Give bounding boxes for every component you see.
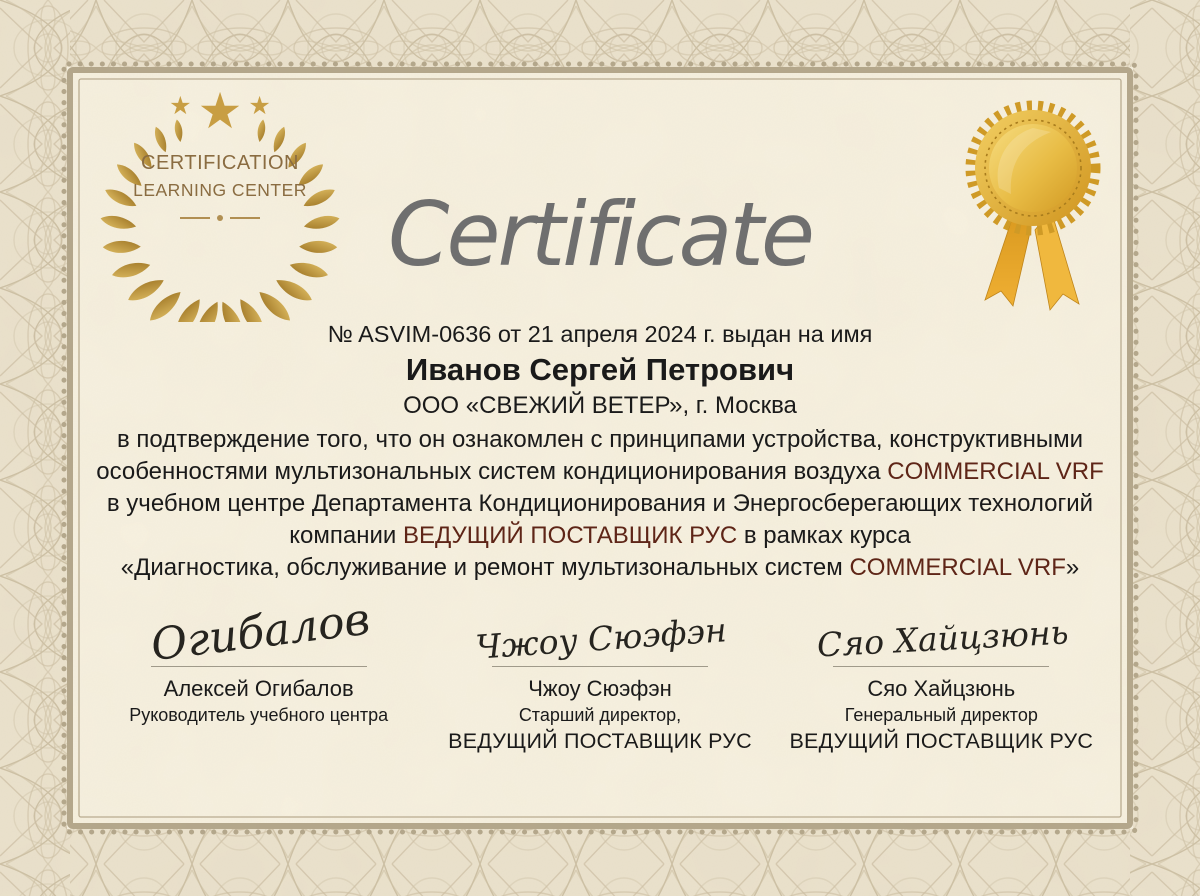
body-segment: в подтверждение того, что он ознакомлен с принципами устройства, конструктивными — [116, 426, 1084, 453]
signature-block — [771, 578, 1112, 754]
recipient-name: Иванов Сергей Петрович — [405, 352, 795, 387]
signature-block — [429, 578, 770, 754]
issuer-logo-line1: CERTIFICATION — [141, 152, 299, 174]
recipient-company: ООО «СВЕЖИЙ ВЕТЕР», г. Москва — [403, 392, 797, 419]
signatory-company: ВЕДУЩИЙ ПОСТАВЩИК РУС — [789, 729, 1094, 753]
signature-line — [833, 666, 1049, 667]
signature-script: Огибалов — [148, 593, 373, 672]
body-segment: «Диагностика, обслуживание и ремонт мультизональных систем — [120, 554, 850, 581]
signature-script: Чжоу Сюэфэн — [474, 610, 729, 667]
signatory-name: Чжоу Сюэфэн — [528, 676, 672, 701]
brand-text: ВЕДУЩИЙ ПОСТАВЩИК РУС — [402, 522, 738, 549]
body-segment: в учебном центре Департамента Кондиционирования и Энергосберегающих технологий — [106, 490, 1094, 517]
signatory-title: Старший директор, — [518, 705, 682, 725]
body-segment: в рамках курса — [737, 522, 911, 549]
body-line-4 — [86, 520, 1114, 552]
body-segment: особенностями мультизональных систем кондиционирования воздуха — [96, 458, 888, 485]
star-icon: ★ — [197, 83, 243, 139]
body-segment: компании — [289, 522, 403, 549]
signatory-title: Генеральный директор — [844, 705, 1038, 725]
issuer-logo-line2: LEARNING CENTER — [133, 180, 307, 200]
body-line-1 — [86, 424, 1114, 456]
body-text — [86, 424, 1114, 584]
body-line-2 — [86, 456, 1114, 488]
signatory-name: Сяо Хайцзюнь — [867, 676, 1016, 701]
brand-text: COMMERCIAL VRF — [849, 554, 1066, 581]
star-icon: ★ — [169, 92, 192, 120]
signatory-title: Руководитель учебного центра — [129, 705, 389, 725]
body-segment: » — [1065, 554, 1080, 581]
brand-text: COMMERCIAL VRF — [887, 458, 1104, 485]
signature-block — [88, 578, 429, 754]
signatory-company: ВЕДУЩИЙ ПОСТАВЩИК РУС — [448, 729, 752, 753]
star-icon: ★ — [248, 92, 271, 120]
body-line-3 — [86, 488, 1114, 520]
certificate-title: Certificate — [387, 183, 813, 286]
signatures-row — [88, 578, 1112, 754]
signature-script: Сяо Хайцзюнь — [815, 612, 1070, 665]
signatory-name: Алексей Огибалов — [163, 676, 354, 701]
signature-line — [492, 666, 708, 667]
issue-line: № ASVIM-0636 от 21 апреля 2024 г. выдан на имя — [327, 321, 873, 347]
